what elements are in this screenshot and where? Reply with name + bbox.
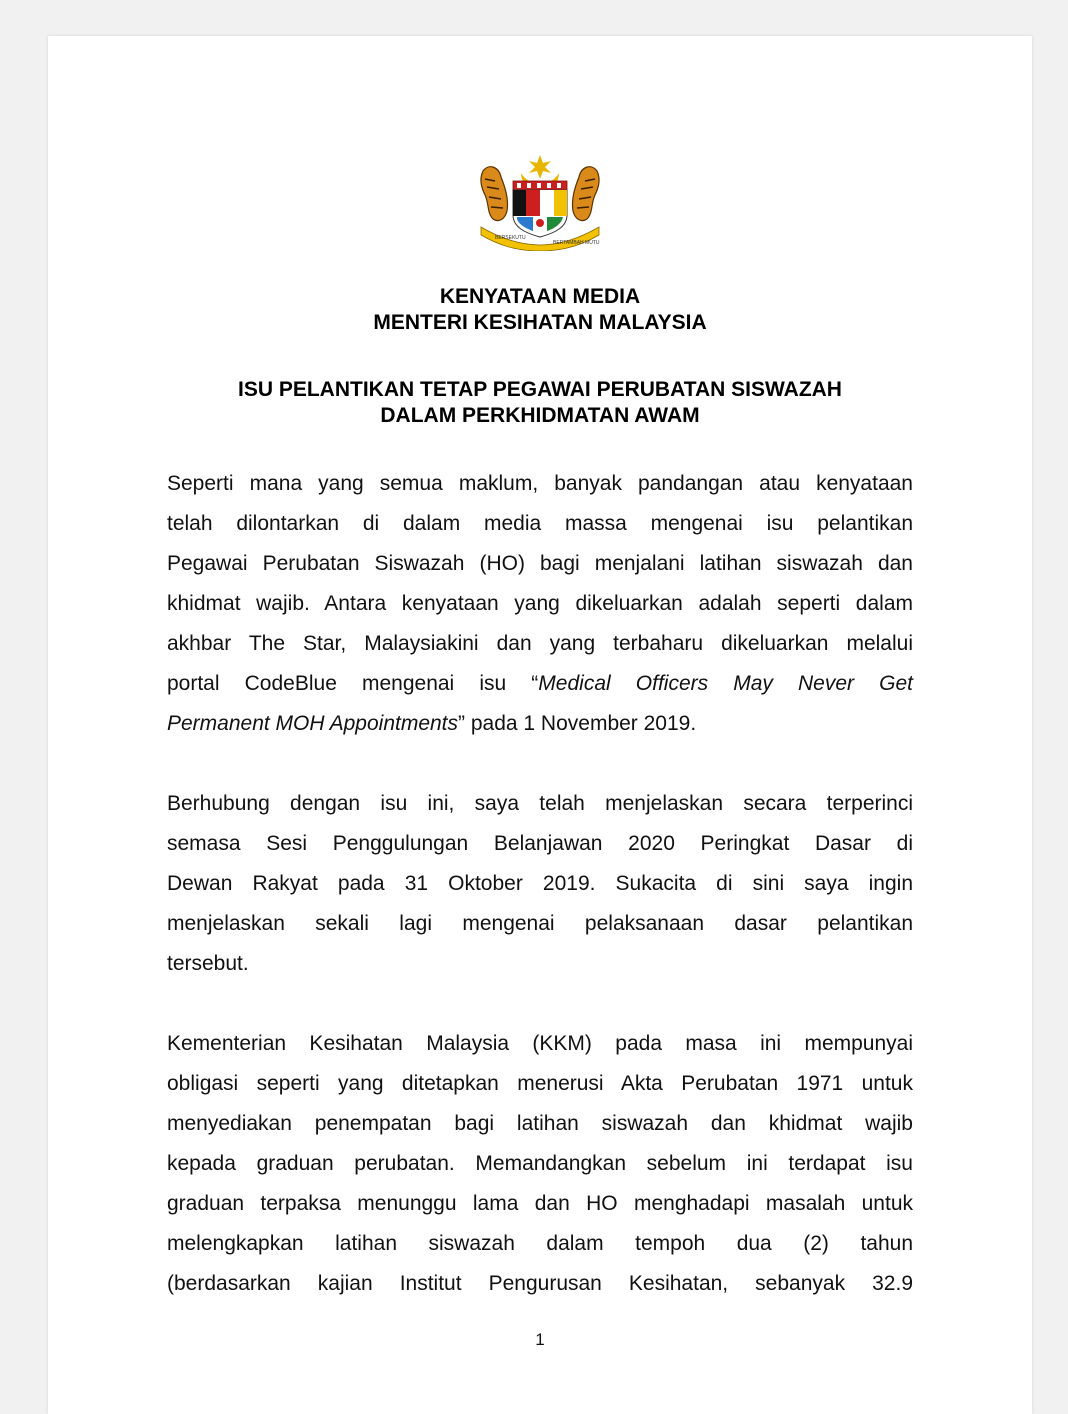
text-line: telah dilontarkan di dalam media massa mengenai isu pelantikan: [167, 512, 913, 535]
text-line: Pegawai Perubatan Siswazah (HO) bagi menjalani latihan siswazah dan: [167, 552, 913, 575]
paragraph-1: [167, 464, 913, 744]
title-line: KENYATAAN MEDIA: [439, 285, 641, 308]
italic-article-title: Medical Officers May Never Get: [538, 672, 913, 695]
paragraph-2: [167, 784, 913, 984]
text-line: Kementerian Kesihatan Malaysia (KKM) pada masa ini mempunyai: [167, 1032, 913, 1055]
text-line: tersebut.: [167, 952, 249, 975]
page-number: 1: [535, 1330, 545, 1349]
text-line: Berhubung dengan isu ini, saya telah menjelaskan secara terperinci: [167, 792, 913, 815]
subject-line: ISU PELANTIKAN TETAP PEGAWAI PERUBATAN SISWAZAH: [238, 378, 842, 401]
title-line: MENTERI KESIHATAN MALAYSIA: [373, 311, 707, 334]
text-line: Seperti mana yang semua maklum, banyak pandangan atau kenyataan: [167, 472, 913, 495]
text-segment: portal CodeBlue mengenai isu “: [167, 672, 539, 695]
italic-article-title: Permanent MOH Appointments: [167, 712, 459, 735]
svg-text:BERSEKUTU: BERSEKUTU: [495, 235, 526, 241]
text-line: khidmat wajib. Antara kenyataan yang dikeluarkan adalah seperti dalam: [167, 592, 913, 615]
text-segment: ” pada 1 November 2019.: [458, 712, 697, 735]
text-line: [167, 664, 913, 704]
text-line: melengkapkan latihan siswazah dalam tempoh dua (2) tahun: [167, 1232, 913, 1255]
text-line: graduan terpaksa menunggu lama dan HO menghadapi masalah untuk: [167, 1192, 913, 1215]
text-line: akhbar The Star, Malaysiakini dan yang terbaharu dikeluarkan melalui: [167, 632, 913, 655]
subject-line: DALAM PERKHIDMATAN AWAM: [380, 404, 700, 427]
svg-text:BERTAMBAH MUTU: BERTAMBAH MUTU: [553, 240, 600, 246]
document-page: [48, 36, 1032, 1414]
text-line: kepada graduan perubatan. Memandangkan sebelum ini terdapat isu: [167, 1152, 913, 1175]
text-line: Dewan Rakyat pada 31 Oktober 2019. Sukacita di sini saya ingin: [167, 872, 913, 895]
text-line: (berdasarkan kajian Institut Pengurusan Kesihatan, sebanyak 32.9: [167, 1272, 913, 1295]
text-line: menyediakan penempatan bagi latihan siswazah dan khidmat wajib: [167, 1112, 913, 1135]
text-line: semasa Sesi Penggulungan Belanjawan 2020 Peringkat Dasar di: [167, 832, 913, 855]
media-statement-title: [48, 284, 1032, 336]
text-line: [167, 704, 913, 744]
text-line: menjelaskan sekali lagi mengenai pelaksanaan dasar pelantikan: [167, 912, 913, 935]
paragraph-3: [167, 1024, 913, 1304]
coat-of-arms-icon: [475, 153, 605, 251]
text-line: obligasi seperti yang ditetapkan menerusi Akta Perubatan 1971 untuk: [167, 1072, 913, 1095]
statement-subject: [48, 377, 1032, 429]
